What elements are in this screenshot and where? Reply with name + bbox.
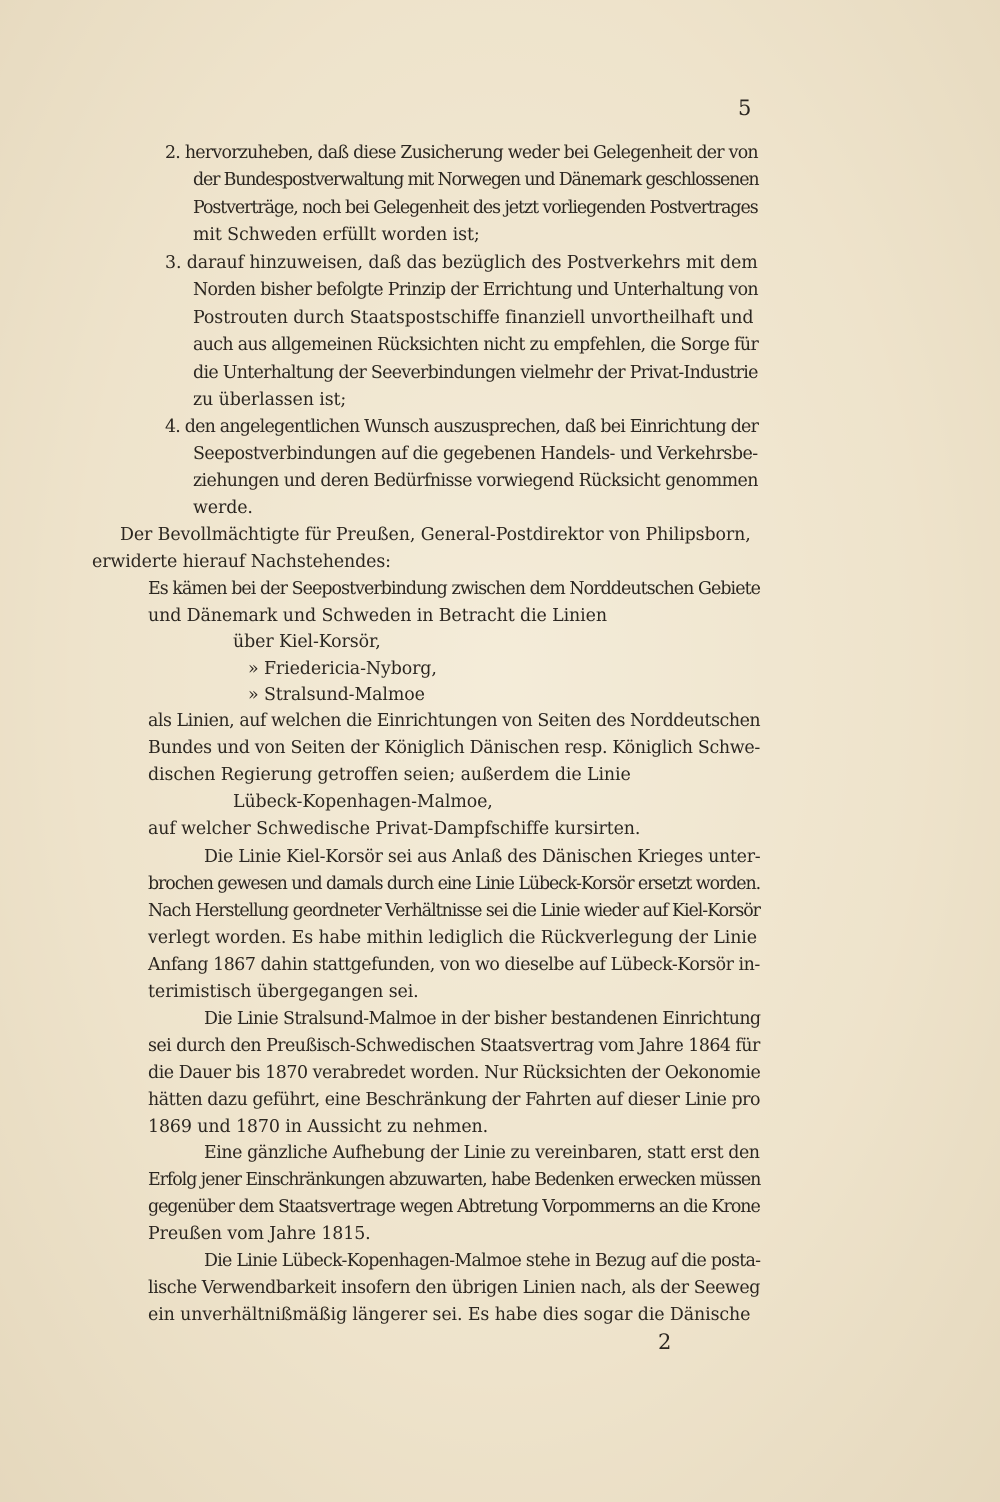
text-line: ziehungen und deren Bedürfnisse vorwiegend Rücksicht genommen (193, 471, 758, 491)
text-line: und Dänemark und Schweden in Betracht die Linien (148, 606, 607, 626)
text-line: brochen gewesen und damals durch eine Linie Lübeck-Korsör ersetzt worden. (148, 874, 761, 894)
text-line: erwiderte hierauf Nachstehendes: (92, 552, 391, 572)
text-line: 2. hervorzuheben, daß diese Zusicherung weder bei Gelegenheit der von (165, 143, 758, 163)
text-line: terimistisch übergegangen sei. (148, 982, 419, 1002)
text-line: zu überlassen ist; (193, 390, 347, 410)
text-line: über Kiel-Korsör, (233, 632, 381, 652)
text-line: Die Linie Kiel-Korsör sei aus Anlaß des Dänischen Krieges unter- (204, 847, 761, 867)
text-line: Seepostverbindungen auf die gegebenen Handels- und Verkehrsbe- (193, 444, 758, 464)
text-line: 3. darauf hinzuweisen, daß das bezüglich des Postverkehrs mit dem (165, 253, 758, 273)
text-line: 4. den angelegentlichen Wunsch auszusprechen, daß bei Einrichtung der (165, 417, 759, 437)
text-line: Der Bevollmächtigte für Preußen, General-Postdirektor von Philipsborn, (120, 525, 751, 545)
text-line: Preußen vom Jahre 1815. (148, 1224, 371, 1244)
text-line: Lübeck-Kopenhagen-Malmoe, (233, 792, 493, 812)
text-line: » Stralsund-Malmoe (248, 685, 425, 705)
text-line: dischen Regierung getroffen seien; außerdem die Linie (148, 765, 631, 785)
text-line: ein unverhältnißmäßig längerer sei. Es habe dies sogar die Dänische (148, 1305, 751, 1325)
text-line: die Dauer bis 1870 verabredet worden. Nur Rücksichten der Oekonomie (148, 1063, 761, 1083)
text-line: Die Linie Stralsund-Malmoe in der bisher bestandenen Einrichtung (204, 1009, 761, 1029)
signature-mark: 2 (658, 1330, 672, 1354)
text-line: sei durch den Preußisch-Schwedischen Staatsvertrag vom Jahre 1864 für (148, 1036, 760, 1056)
text-line: mit Schweden erfüllt worden ist; (193, 225, 480, 245)
text-line: Postverträge, noch bei Gelegenheit des jetzt vorliegenden Postvertrages (193, 198, 758, 218)
page-number: 5 (738, 96, 752, 120)
text-line: Norden bisher befolgte Prinzip der Errichtung und Unterhaltung von (193, 280, 758, 300)
text-line: hätten dazu geführt, eine Beschränkung der Fahrten auf dieser Linie pro (148, 1090, 760, 1110)
text-line: gegenüber dem Staatsvertrage wegen Abtretung Vorpommerns an die Krone (148, 1197, 760, 1217)
text-line: Eine gänzliche Aufhebung der Linie zu vereinbaren, statt erst den (204, 1143, 760, 1163)
text-line: Postrouten durch Staatspostschiffe finanziell unvortheilhaft und (193, 308, 754, 328)
text-line: auf welcher Schwedische Privat-Dampfschiffe kursirten. (148, 819, 641, 839)
text-line: Es kämen bei der Seepostverbindung zwischen dem Norddeutschen Gebiete (148, 579, 760, 599)
text-line: 1869 und 1870 in Aussicht zu nehmen. (148, 1117, 489, 1137)
text-line: Nach Herstellung geordneter Verhältnisse sei die Linie wieder auf Kiel-Korsör (148, 901, 760, 921)
text-line: » Friedericia-Nyborg, (248, 659, 437, 679)
text-line: der Bundespostverwaltung mit Norwegen und Dänemark geschlossenen (193, 170, 759, 190)
text-line: Erfolg jener Einschränkungen abzuwarten, habe Bedenken erwecken müssen (148, 1170, 761, 1190)
text-line: werde. (193, 498, 253, 518)
text-line: als Linien, auf welchen die Einrichtungen von Seiten des Norddeutschen (148, 711, 761, 731)
text-line: lische Verwendbarkeit insofern den übrigen Linien nach, als der Seeweg (148, 1278, 760, 1298)
text-line: Anfang 1867 dahin stattgefunden, von wo dieselbe auf Lübeck-Korsör in- (148, 955, 760, 975)
text-line: Bundes und von Seiten der Königlich Dänischen resp. Königlich Schwe- (148, 738, 760, 758)
text-line: Die Linie Lübeck-Kopenhagen-Malmoe stehe in Bezug auf die posta- (204, 1251, 761, 1271)
text-line: verlegt worden. Es habe mithin lediglich die Rückverlegung der Linie (148, 928, 757, 948)
text-line: auch aus allgemeinen Rücksichten nicht zu empfehlen, die Sorge für (193, 335, 759, 355)
text-line: die Unterhaltung der Seeverbindungen vielmehr der Privat-Industrie (193, 363, 758, 383)
